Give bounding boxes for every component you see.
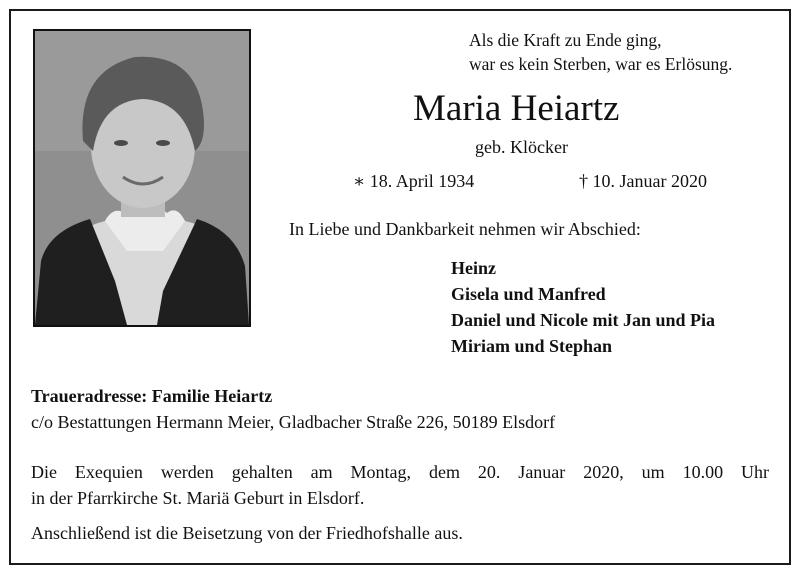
obituary-card <box>9 9 791 565</box>
quote-line-2: war es kein Sterben, war es Erlösung. <box>469 54 733 74</box>
mourning-address <box>31 383 555 435</box>
deceased-name: Maria Heiartz <box>413 88 620 129</box>
death-date: † 10. Januar 2020 <box>579 171 707 191</box>
service-line-1: Die Exequien werden gehalten am Montag, dem 20. Januar 2020, um 10.00 Uhr <box>31 462 769 482</box>
address-label: Traueradresse: Familie Heiartz <box>31 386 273 406</box>
address-line: c/o Bestattungen Hermann Meier, Gladbacher Straße 226, 50189 Elsdorf <box>31 412 556 432</box>
farewell-text: In Liebe und Dankbarkeit nehmen wir Abschied: <box>289 219 641 239</box>
mourners-list <box>451 255 715 359</box>
mourner-item: Daniel und Nicole mit Jan und Pia <box>451 310 716 330</box>
service-line-2: in der Pfarrkirche St. Mariä Geburt in Elsdorf. <box>31 488 365 508</box>
memorial-quote <box>469 28 732 76</box>
burial-text: Anschließend ist die Beisetzung von der Friedhofshalle aus. <box>31 523 463 543</box>
portrait-photo <box>33 29 251 327</box>
mourner-item: Heinz <box>451 258 496 278</box>
maiden-name: geb. Klöcker <box>475 137 568 157</box>
quote-line-1: Als die Kraft zu Ende ging, <box>469 30 662 50</box>
service-details <box>31 459 769 511</box>
mourner-item: Gisela und Manfred <box>451 284 606 304</box>
birth-date: ∗ 18. April 1934 <box>353 171 475 191</box>
mourner-item: Miriam und Stephan <box>451 336 613 356</box>
